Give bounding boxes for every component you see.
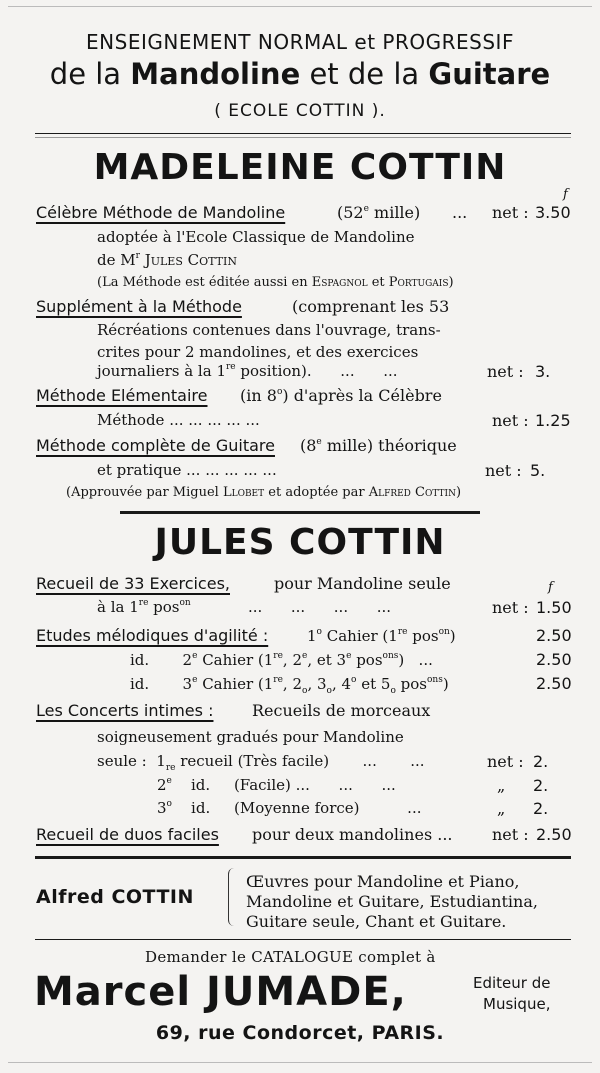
publisher-role-2: Musique, <box>483 995 551 1013</box>
alfred-work-3: Guitare seule, Chant et Guitare. <box>246 912 507 931</box>
recueil33-line-2: à la 1re pos$^{on}$ ... ... ... ... <box>97 598 391 616</box>
alfred-name: Alfred COTTIN <box>36 886 194 908</box>
supplement-title: Supplément à la Méthode <box>36 297 242 316</box>
madeleine-heading: MADELEINE COTTIN <box>93 147 507 188</box>
recueil33-title: Recueil de 33 Exercices, <box>36 574 230 593</box>
header-line-2 <box>0 57 600 91</box>
alfred-brace <box>228 868 239 926</box>
duos-title: Recueil de duos faciles <box>36 825 219 844</box>
guitare-net: net : <box>485 461 522 480</box>
concerts-row-1-price: 2. <box>533 752 549 771</box>
concerts-row-3-net: „ <box>497 799 506 818</box>
duos-price: 2.50 <box>536 825 572 844</box>
method-mandoline-dots: ... <box>452 203 468 222</box>
guitare-line-1: et pratique ... ... ... ... ... <box>97 461 277 479</box>
supplement-line-1: Récréations contenues dans l'ouvrage, trans- <box>97 321 441 339</box>
etudes-row-2: id. 2e Cahier (1re, 2e, et 3e pos$^{ons}$) ... <box>130 651 433 669</box>
top-border <box>8 6 592 7</box>
bottom-border <box>8 1062 592 1063</box>
publisher-role-1: Editeur de <box>473 974 551 992</box>
guitare-price: 5. <box>530 461 546 480</box>
alfred-work-1: Œuvres pour Mandoline et Piano, <box>246 872 520 891</box>
recueil33-rest: pour Mandoline seule <box>274 574 451 593</box>
concerts-rest: Recueils de morceaux <box>252 701 431 720</box>
etudes-row-3: id. 3e Cahier (1re, $2_o$, $3_o$, 4$^o$ et $5_o$ pos$^{ons}$) <box>130 675 449 696</box>
recueil33-price: 1.50 <box>536 598 572 617</box>
concerts-row-3: 3$^o$ id. (Moyenne force) ... <box>157 799 422 817</box>
currency-mark: f <box>563 187 568 202</box>
method-mandoline-line-1: adoptée à l'Ecole Classique de Mandoline <box>97 228 415 246</box>
elementaire-net: net : <box>492 411 529 430</box>
supplement-line-2: crites pour 2 mandolines, et des exercices <box>97 343 419 361</box>
etudes-row-1-price: 2.50 <box>536 626 572 645</box>
etudes-row-2-price: 2.50 <box>536 650 572 669</box>
method-mandoline-line-3: (La Méthode est éditée aussi en Espagnol et Portugais) <box>97 275 454 290</box>
concerts-row-2: 2e id. (Facile) ... ... ... <box>157 776 396 794</box>
guitare-title: Méthode complète de Guitare <box>36 436 275 455</box>
concerts-title: Les Concerts intimes : <box>36 701 214 720</box>
concerts-row-2-price: 2. <box>533 776 549 795</box>
etudes-title: Etudes mélodiques d'agilité : <box>36 626 269 645</box>
guitare-rest: (8e mille) théorique <box>300 436 457 455</box>
method-mandoline-edition: (52e mille) <box>337 203 421 222</box>
divider-1b <box>35 137 571 138</box>
alfred-work-2: Mandoline et Guitare, Estudiantina, <box>246 892 538 911</box>
divider-4 <box>35 939 571 940</box>
jules-heading: JULES COTTIN <box>154 522 446 563</box>
guitare-line-2: (Approuvée par Miguel Llobet et adoptée par Alfred Cottin) <box>66 485 462 500</box>
concerts-row-2-net: „ <box>497 776 506 795</box>
method-mandoline-net: net : <box>492 203 529 222</box>
divider-1 <box>35 133 571 134</box>
concerts-row-1: seule : $1_{re}$ recueil (Très facile) ... ... <box>97 752 425 773</box>
duos-rest: pour deux mandolines ... <box>252 825 453 844</box>
header-line-1: ENSEIGNEMENT NORMAL et PROGRESSIF <box>86 30 514 54</box>
elementaire-price: 1.25 <box>535 411 571 430</box>
supplement-net: net : <box>487 362 524 381</box>
publisher-name: Marcel JUMADE, <box>34 969 407 1015</box>
header-title: de la Mandoline et de la Guitare <box>49 57 551 91</box>
supplement-line-3: journaliers à la 1re position). ... ... <box>97 362 398 380</box>
etudes-row-1: 1$^o$ Cahier (1re pos$^{on}$) <box>307 627 456 645</box>
elementaire-rest: (in 8$^o$) d'après la Célèbre <box>240 386 442 405</box>
duos-net: net : <box>492 825 529 844</box>
supplement-price: 3. <box>535 362 551 381</box>
concerts-row-3-price: 2. <box>533 799 549 818</box>
divider-2 <box>120 511 480 514</box>
method-mandoline-title: Célèbre Méthode de Mandoline <box>36 203 286 222</box>
method-mandoline-price: 3.50 <box>535 203 571 222</box>
etudes-row-3-price: 2.50 <box>536 674 572 693</box>
supplement-rest: (comprenant les 53 <box>292 297 450 316</box>
elementaire-line-1: Méthode ... ... ... ... ... <box>97 411 260 429</box>
publisher-address: 69, rue Condorcet, PARIS. <box>155 1022 445 1044</box>
recueil33-net: net : <box>492 598 529 617</box>
catalogue-line: Demander le CATALOGUE complet à <box>145 948 436 966</box>
header-line-3: ( ECOLE COTTIN ). <box>214 101 386 121</box>
elementaire-title: Méthode Elémentaire <box>36 386 208 405</box>
concerts-line-2: soigneusement gradués pour Mandoline <box>97 728 404 746</box>
method-mandoline-line-2: de $M^r$ Jules Cottin <box>97 251 237 269</box>
currency-mark-2: f <box>548 580 553 595</box>
divider-3 <box>35 856 571 859</box>
concerts-row-1-net: net : <box>487 752 524 771</box>
